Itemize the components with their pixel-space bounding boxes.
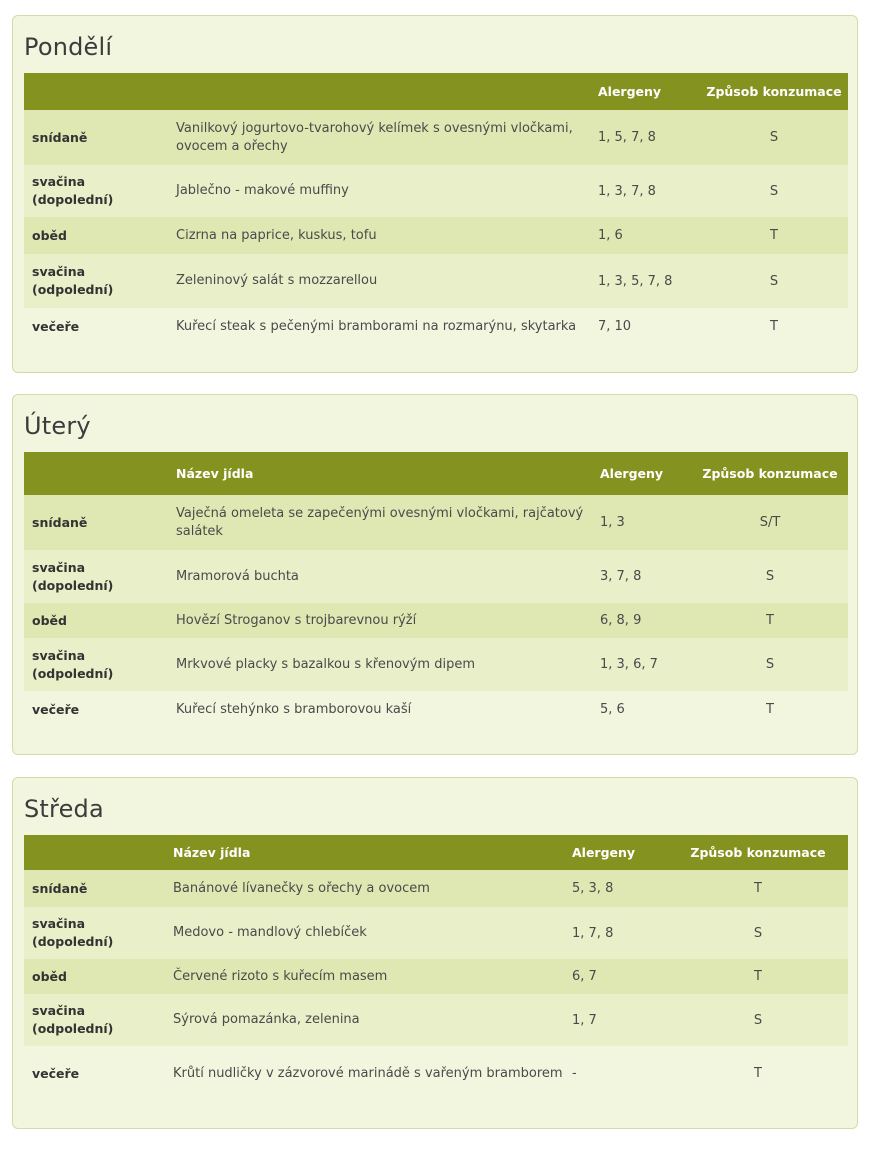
dish-name: Mrkvové placky s bazalkou s křenovým dipem xyxy=(168,638,592,691)
meal-label: večeře xyxy=(32,1065,80,1081)
meal-label: svačina (dopolední) xyxy=(24,550,168,603)
dish-name: Hovězí Stroganov s trojbarevnou rýží xyxy=(168,603,592,638)
consumption-mode: S xyxy=(668,907,848,959)
dish-name: Jablečno - makové muffiny xyxy=(168,165,590,217)
consumption-mode: S/T xyxy=(692,495,848,550)
consumption-mode: S xyxy=(692,638,848,691)
meal-label: večeře xyxy=(32,318,80,334)
consumption-mode: S xyxy=(700,165,848,217)
allergens-value: 1, 3 xyxy=(592,495,692,550)
header-dish: Název jídla xyxy=(165,835,564,870)
dish-name: Červené rizoto s kuřecím masem xyxy=(165,959,564,994)
dish-name: Vanilkový jogurtovo-tvarohový kelímek s ovesnými vločkami, ovocem a ořechy xyxy=(168,110,590,165)
allergens-value: 1, 7 xyxy=(564,994,668,1046)
consumption-mode: S xyxy=(700,254,848,308)
dish-name: Cizrna na paprice, kuskus, tofu xyxy=(168,217,590,254)
allergens-value: 5, 6 xyxy=(600,702,625,717)
day-card-tuesday xyxy=(12,394,858,755)
day-title: Pondělí xyxy=(24,33,113,61)
header-allergens: Alergeny xyxy=(564,835,668,870)
table-row xyxy=(24,994,848,1046)
allergens-value: 1, 3, 7, 8 xyxy=(590,165,700,217)
table-row xyxy=(24,638,848,691)
header-dish: Název jídla xyxy=(168,452,592,495)
table-row xyxy=(24,1046,848,1101)
table-row xyxy=(24,254,848,308)
header-allergens: Alergeny xyxy=(590,73,700,110)
table-row xyxy=(24,217,848,254)
meal-label: svačina (odpolední) xyxy=(24,254,168,308)
meal-label: snídaně xyxy=(24,495,168,550)
consumption-mode: S xyxy=(692,550,848,603)
table-row xyxy=(24,870,848,907)
menu-table xyxy=(24,73,848,345)
header-mode: Způsob konzumace xyxy=(700,73,848,110)
table-row xyxy=(24,907,848,959)
meal-label: snídaně xyxy=(24,870,165,907)
dish-name: Medovo - mandlový chlebíček xyxy=(165,907,564,959)
allergens-value: 7, 10 xyxy=(598,319,632,334)
meal-label: oběd xyxy=(24,217,168,254)
consumption-mode: T xyxy=(692,603,848,638)
day-card-wednesday xyxy=(12,777,858,1129)
table-row xyxy=(24,959,848,994)
consumption-mode: T xyxy=(700,217,848,254)
meal-label: snídaně xyxy=(24,110,168,165)
table-header-row xyxy=(24,73,848,110)
allergens-value: 1, 5, 7, 8 xyxy=(590,110,700,165)
allergens-value: 1, 3, 5, 7, 8 xyxy=(590,254,700,308)
consumption-mode: T xyxy=(770,319,778,334)
dish-name: Krůtí nudličky v zázvorové marinádě s vařeným bramborem xyxy=(173,1065,563,1081)
header-mode: Způsob konzumace xyxy=(668,835,848,870)
allergens-value: 1, 6 xyxy=(590,217,700,254)
dish-name: Kuřecí steak s pečenými bramborami na rozmarýnu, skytarka xyxy=(176,318,577,334)
consumption-mode: T xyxy=(754,1066,762,1081)
day-card-monday xyxy=(12,15,858,373)
allergens-value: 6, 7 xyxy=(564,959,668,994)
header-meal xyxy=(24,835,165,870)
dish-name: Mramorová buchta xyxy=(168,550,592,603)
consumption-mode: S xyxy=(668,994,848,1046)
dish-name: Banánové lívanečky s ořechy a ovocem xyxy=(165,870,564,907)
dish-name: Kuřecí stehýnko s bramborovou kaší xyxy=(176,701,412,717)
table-row xyxy=(24,165,848,217)
meal-label: večeře xyxy=(32,701,80,717)
dish-name: Sýrová pomazánka, zelenina xyxy=(165,994,564,1046)
table-row xyxy=(24,110,848,165)
consumption-mode: T xyxy=(668,959,848,994)
allergens-value: 5, 3, 8 xyxy=(564,870,668,907)
day-title: Úterý xyxy=(24,412,91,440)
table-row xyxy=(24,603,848,638)
table-header-row xyxy=(24,835,848,870)
meal-label: svačina (odpolední) xyxy=(24,638,168,691)
dish-name: Vaječná omeleta se zapečenými ovesnými vločkami, rajčatový salátek xyxy=(168,495,592,550)
table-row xyxy=(24,691,848,728)
header-allergens: Alergeny xyxy=(592,452,692,495)
dish-name: Zeleninový salát s mozzarellou xyxy=(168,254,590,308)
meal-label: oběd xyxy=(24,603,168,638)
table-row xyxy=(24,495,848,550)
header-meal xyxy=(24,452,168,495)
meal-label: svačina (odpolední) xyxy=(24,994,165,1046)
header-meal xyxy=(24,73,168,110)
table-row xyxy=(24,308,848,345)
meal-label: svačina (dopolední) xyxy=(24,907,165,959)
menu-table xyxy=(24,452,848,728)
allergens-value: - xyxy=(572,1066,577,1081)
allergens-value: 3, 7, 8 xyxy=(592,550,692,603)
meal-label: oběd xyxy=(24,959,165,994)
allergens-value: 1, 7, 8 xyxy=(564,907,668,959)
meal-label: svačina (dopolední) xyxy=(24,165,168,217)
header-mode: Způsob konzumace xyxy=(692,452,848,495)
consumption-mode: T xyxy=(766,702,774,717)
day-title: Středa xyxy=(24,795,104,823)
consumption-mode: S xyxy=(700,110,848,165)
allergens-value: 1, 3, 6, 7 xyxy=(592,638,692,691)
menu-table xyxy=(24,835,848,1101)
table-header-row xyxy=(24,452,848,495)
allergens-value: 6, 8, 9 xyxy=(592,603,692,638)
consumption-mode: T xyxy=(668,870,848,907)
header-dish xyxy=(168,73,590,110)
table-row xyxy=(24,550,848,603)
